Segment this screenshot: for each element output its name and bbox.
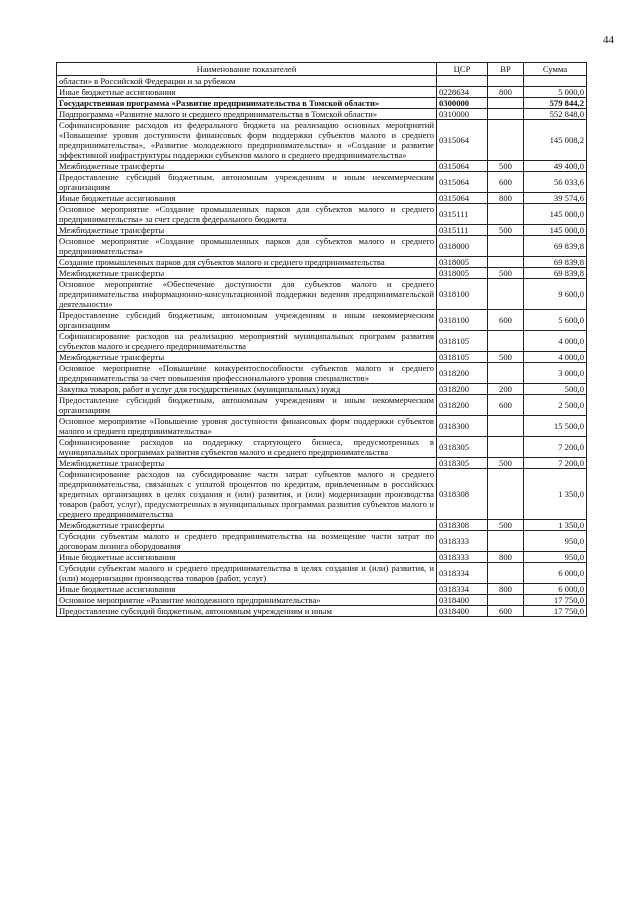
- row-name: Межбюджетные трансферты: [57, 458, 437, 469]
- row-vr: 500: [488, 352, 524, 363]
- row-name: Основное мероприятие «Повышение уровня доступности финансовых форм поддержки субъектов малого и среднего предпринимательства»: [57, 416, 437, 437]
- row-csr: 0318305: [437, 437, 488, 458]
- row-sum: 145 000,0: [524, 225, 587, 236]
- row-vr: [488, 257, 524, 268]
- table-row: [57, 120, 587, 161]
- row-csr: 0228634: [437, 87, 488, 98]
- table-row: [57, 469, 587, 520]
- row-csr: 0315064: [437, 161, 488, 172]
- header-name: Наименование показателей: [57, 63, 437, 76]
- row-csr: 0318308: [437, 520, 488, 531]
- row-vr: [488, 109, 524, 120]
- row-name: Иные бюджетные ассигнования: [57, 87, 437, 98]
- table-row: [57, 257, 587, 268]
- table-row: [57, 595, 587, 606]
- row-name: Предоставление субсидий бюджетным, автономным учреждениям и иным некоммерческим организациям: [57, 172, 437, 193]
- row-csr: 0318300: [437, 416, 488, 437]
- row-sum: 4 000,0: [524, 331, 587, 352]
- row-name: Межбюджетные трансферты: [57, 268, 437, 279]
- row-sum: 500,0: [524, 384, 587, 395]
- row-vr: [488, 563, 524, 584]
- row-sum: 7 200,0: [524, 458, 587, 469]
- row-sum: 39 574,6: [524, 193, 587, 204]
- table-row: [57, 458, 587, 469]
- row-vr: 500: [488, 225, 524, 236]
- table-header-row: [57, 63, 587, 76]
- row-vr: 600: [488, 395, 524, 416]
- row-name: Предоставление субсидий бюджетным, автономным учреждениям и иным некоммерческим организациям: [57, 310, 437, 331]
- table-row: [57, 363, 587, 384]
- row-vr: [488, 363, 524, 384]
- row-csr: 0318305: [437, 458, 488, 469]
- row-name: Межбюджетные трансферты: [57, 352, 437, 363]
- row-csr: 0315064: [437, 172, 488, 193]
- row-sum: 950,0: [524, 531, 587, 552]
- row-name: области» в Российской Федерации и за рубежом: [57, 76, 437, 87]
- row-sum: 15 500,0: [524, 416, 587, 437]
- row-name: Основное мероприятие «Развитие молодежного предпринимательства»: [57, 595, 437, 606]
- row-sum: 7 200,0: [524, 437, 587, 458]
- row-name: Субсидии субъектам малого и среднего предпринимательства на возмещение части затрат по договорам лизинга оборудования: [57, 531, 437, 552]
- row-name: Софинансирование расходов на субсидирование части затрат субъектов малого и среднего предпринимательства, связанных с уплатой процентов по кредитам, привлеченным в российских кредитных организациях в целях создания и (или) развития, и (или) модернизации производства товаров (работ, услуг), предусмотренных в муниципальных программах развития субъектов малого и среднего предпринимательства: [57, 469, 437, 520]
- row-sum: 69 839,8: [524, 236, 587, 257]
- header-csr: ЦСР: [437, 63, 488, 76]
- header-sum: Сумма: [524, 63, 587, 76]
- table-row: [57, 204, 587, 225]
- row-vr: [488, 469, 524, 520]
- row-csr: 0318333: [437, 531, 488, 552]
- row-csr: 0318333: [437, 552, 488, 563]
- row-sum: 6 000,0: [524, 563, 587, 584]
- table-row: [57, 563, 587, 584]
- row-sum: 17 750,0: [524, 606, 587, 617]
- row-sum: 9 600,0: [524, 279, 587, 310]
- header-vr: ВР: [488, 63, 524, 76]
- row-vr: 800: [488, 193, 524, 204]
- row-csr: 0318100: [437, 310, 488, 331]
- row-name: Софинансирование расходов на поддержку стартующего бизнеса, предусмотренных в муниципальных программах развития субъектов малого и среднего предпринимательства: [57, 437, 437, 458]
- row-name: Подпрограмма «Развитие малого и среднего предпринимательства в Томской области»: [57, 109, 437, 120]
- table-row: [57, 76, 587, 87]
- row-name: Иные бюджетные ассигнования: [57, 193, 437, 204]
- table-row: [57, 87, 587, 98]
- table-row: [57, 193, 587, 204]
- row-sum: [524, 76, 587, 87]
- row-csr: 0315064: [437, 120, 488, 161]
- row-csr: 0318400: [437, 595, 488, 606]
- table-row: [57, 161, 587, 172]
- row-name: Иные бюджетные ассигнования: [57, 584, 437, 595]
- table-row: [57, 98, 587, 109]
- page-number: 44: [603, 34, 614, 46]
- row-name: Софинансирование расходов на реализацию мероприятий муниципальных программ развития субъектов малого и среднего предпринимательства: [57, 331, 437, 352]
- row-csr: 0318334: [437, 584, 488, 595]
- table-row: [57, 331, 587, 352]
- table-row: [57, 437, 587, 458]
- row-vr: 200: [488, 384, 524, 395]
- row-name: Иные бюджетные ассигнования: [57, 552, 437, 563]
- table-row: [57, 584, 587, 595]
- row-sum: 145 000,0: [524, 204, 587, 225]
- row-vr: 800: [488, 584, 524, 595]
- row-sum: 552 848,0: [524, 109, 587, 120]
- row-vr: 800: [488, 87, 524, 98]
- row-sum: 49 400,0: [524, 161, 587, 172]
- row-sum: 950,0: [524, 552, 587, 563]
- row-vr: [488, 416, 524, 437]
- row-vr: [488, 595, 524, 606]
- row-csr: 0318105: [437, 352, 488, 363]
- row-csr: 0318200: [437, 363, 488, 384]
- row-sum: 145 008,2: [524, 120, 587, 161]
- row-name: Закупка товаров, работ и услуг для государственных (муниципальных) нужд: [57, 384, 437, 395]
- table-row: [57, 606, 587, 617]
- row-name: Основное мероприятие «Создание промышленных парков для субъектов малого и среднего предпринимательства» за счет средств федерального бюджета: [57, 204, 437, 225]
- row-sum: 579 844,2: [524, 98, 587, 109]
- table-row: [57, 395, 587, 416]
- row-csr: 0318400: [437, 606, 488, 617]
- row-vr: [488, 531, 524, 552]
- table-row: [57, 109, 587, 120]
- row-name: Межбюджетные трансферты: [57, 161, 437, 172]
- row-name: Межбюджетные трансферты: [57, 225, 437, 236]
- row-vr: 500: [488, 458, 524, 469]
- row-vr: [488, 437, 524, 458]
- row-name: Предоставление субсидий бюджетным, автономным учреждениям и иным некоммерческим организациям: [57, 395, 437, 416]
- row-vr: 600: [488, 606, 524, 617]
- row-vr: [488, 279, 524, 310]
- row-vr: 500: [488, 520, 524, 531]
- row-vr: 600: [488, 172, 524, 193]
- row-sum: 1 350,0: [524, 469, 587, 520]
- row-vr: [488, 204, 524, 225]
- row-vr: [488, 76, 524, 87]
- row-name: Межбюджетные трансферты: [57, 520, 437, 531]
- table-row: [57, 225, 587, 236]
- row-sum: 69 839,8: [524, 257, 587, 268]
- row-sum: 2 500,0: [524, 395, 587, 416]
- row-sum: 3 000,0: [524, 363, 587, 384]
- row-name: Основное мероприятие «Обеспечение доступности для субъектов малого и среднего предпринимательства информационно-консультационной поддержки ведения предпринимательской деятельности»: [57, 279, 437, 310]
- row-sum: 1 350,0: [524, 520, 587, 531]
- row-vr: [488, 236, 524, 257]
- row-vr: 500: [488, 268, 524, 279]
- row-csr: [437, 76, 488, 87]
- row-csr: 0318000: [437, 236, 488, 257]
- row-sum: 5 000,0: [524, 87, 587, 98]
- row-sum: 69 839,8: [524, 268, 587, 279]
- table-row: [57, 520, 587, 531]
- row-csr: 0318308: [437, 469, 488, 520]
- row-csr: 0318005: [437, 268, 488, 279]
- row-csr: 0310000: [437, 109, 488, 120]
- row-name: Создание промышленных парков для субъектов малого и среднего предпринимательства: [57, 257, 437, 268]
- row-name: Предоставление субсидий бюджетным, автономным учреждениям и иным: [57, 606, 437, 617]
- table-row: [57, 268, 587, 279]
- table-row: [57, 531, 587, 552]
- row-sum: 5 600,0: [524, 310, 587, 331]
- row-csr: 0318200: [437, 395, 488, 416]
- row-csr: 0300000: [437, 98, 488, 109]
- row-csr: 0318200: [437, 384, 488, 395]
- row-csr: 0315111: [437, 225, 488, 236]
- row-csr: 0318105: [437, 331, 488, 352]
- table-row: [57, 279, 587, 310]
- row-sum: 6 000,0: [524, 584, 587, 595]
- row-vr: [488, 331, 524, 352]
- row-sum: 56 033,6: [524, 172, 587, 193]
- budget-table: [56, 62, 587, 617]
- table-row: [57, 384, 587, 395]
- row-vr: [488, 120, 524, 161]
- row-name: Субсидии субъектам малого и среднего предпринимательства в целях создания и (или) развития, и (или) модернизации производства товаров (работ, услуг): [57, 563, 437, 584]
- row-name: Основное мероприятие «Повышение конкурентоспособности субъектов малого и среднего предпринимательства за счет повышения профессионального уровня специалистов»: [57, 363, 437, 384]
- row-csr: 0315064: [437, 193, 488, 204]
- row-vr: 600: [488, 310, 524, 331]
- row-vr: 500: [488, 161, 524, 172]
- row-name: Основное мероприятие «Создание промышленных парков для субъектов малого и среднего предпринимательства»: [57, 236, 437, 257]
- row-csr: 0318100: [437, 279, 488, 310]
- table-row: [57, 552, 587, 563]
- row-name: Софинансирование расходов из федерального бюджета на реализацию основных мероприятий «Повышение уровня доступности финансовых форм поддержки субъектов малого и среднего предпринимательства», «Развитие молодежного предпринимательства» и «Создание и развитие эффективной инфраструктуры поддержки субъектов малого и среднего предпринимательства»: [57, 120, 437, 161]
- table-row: [57, 310, 587, 331]
- table-row: [57, 236, 587, 257]
- row-name: Государственная программа «Развитие предпринимательства в Томской области»: [57, 98, 437, 109]
- row-csr: 0318334: [437, 563, 488, 584]
- row-vr: [488, 98, 524, 109]
- table-row: [57, 416, 587, 437]
- table-row: [57, 172, 587, 193]
- row-sum: 4 000,0: [524, 352, 587, 363]
- row-csr: 0315111: [437, 204, 488, 225]
- table-row: [57, 352, 587, 363]
- row-vr: 800: [488, 552, 524, 563]
- row-csr: 0318005: [437, 257, 488, 268]
- row-sum: 17 750,0: [524, 595, 587, 606]
